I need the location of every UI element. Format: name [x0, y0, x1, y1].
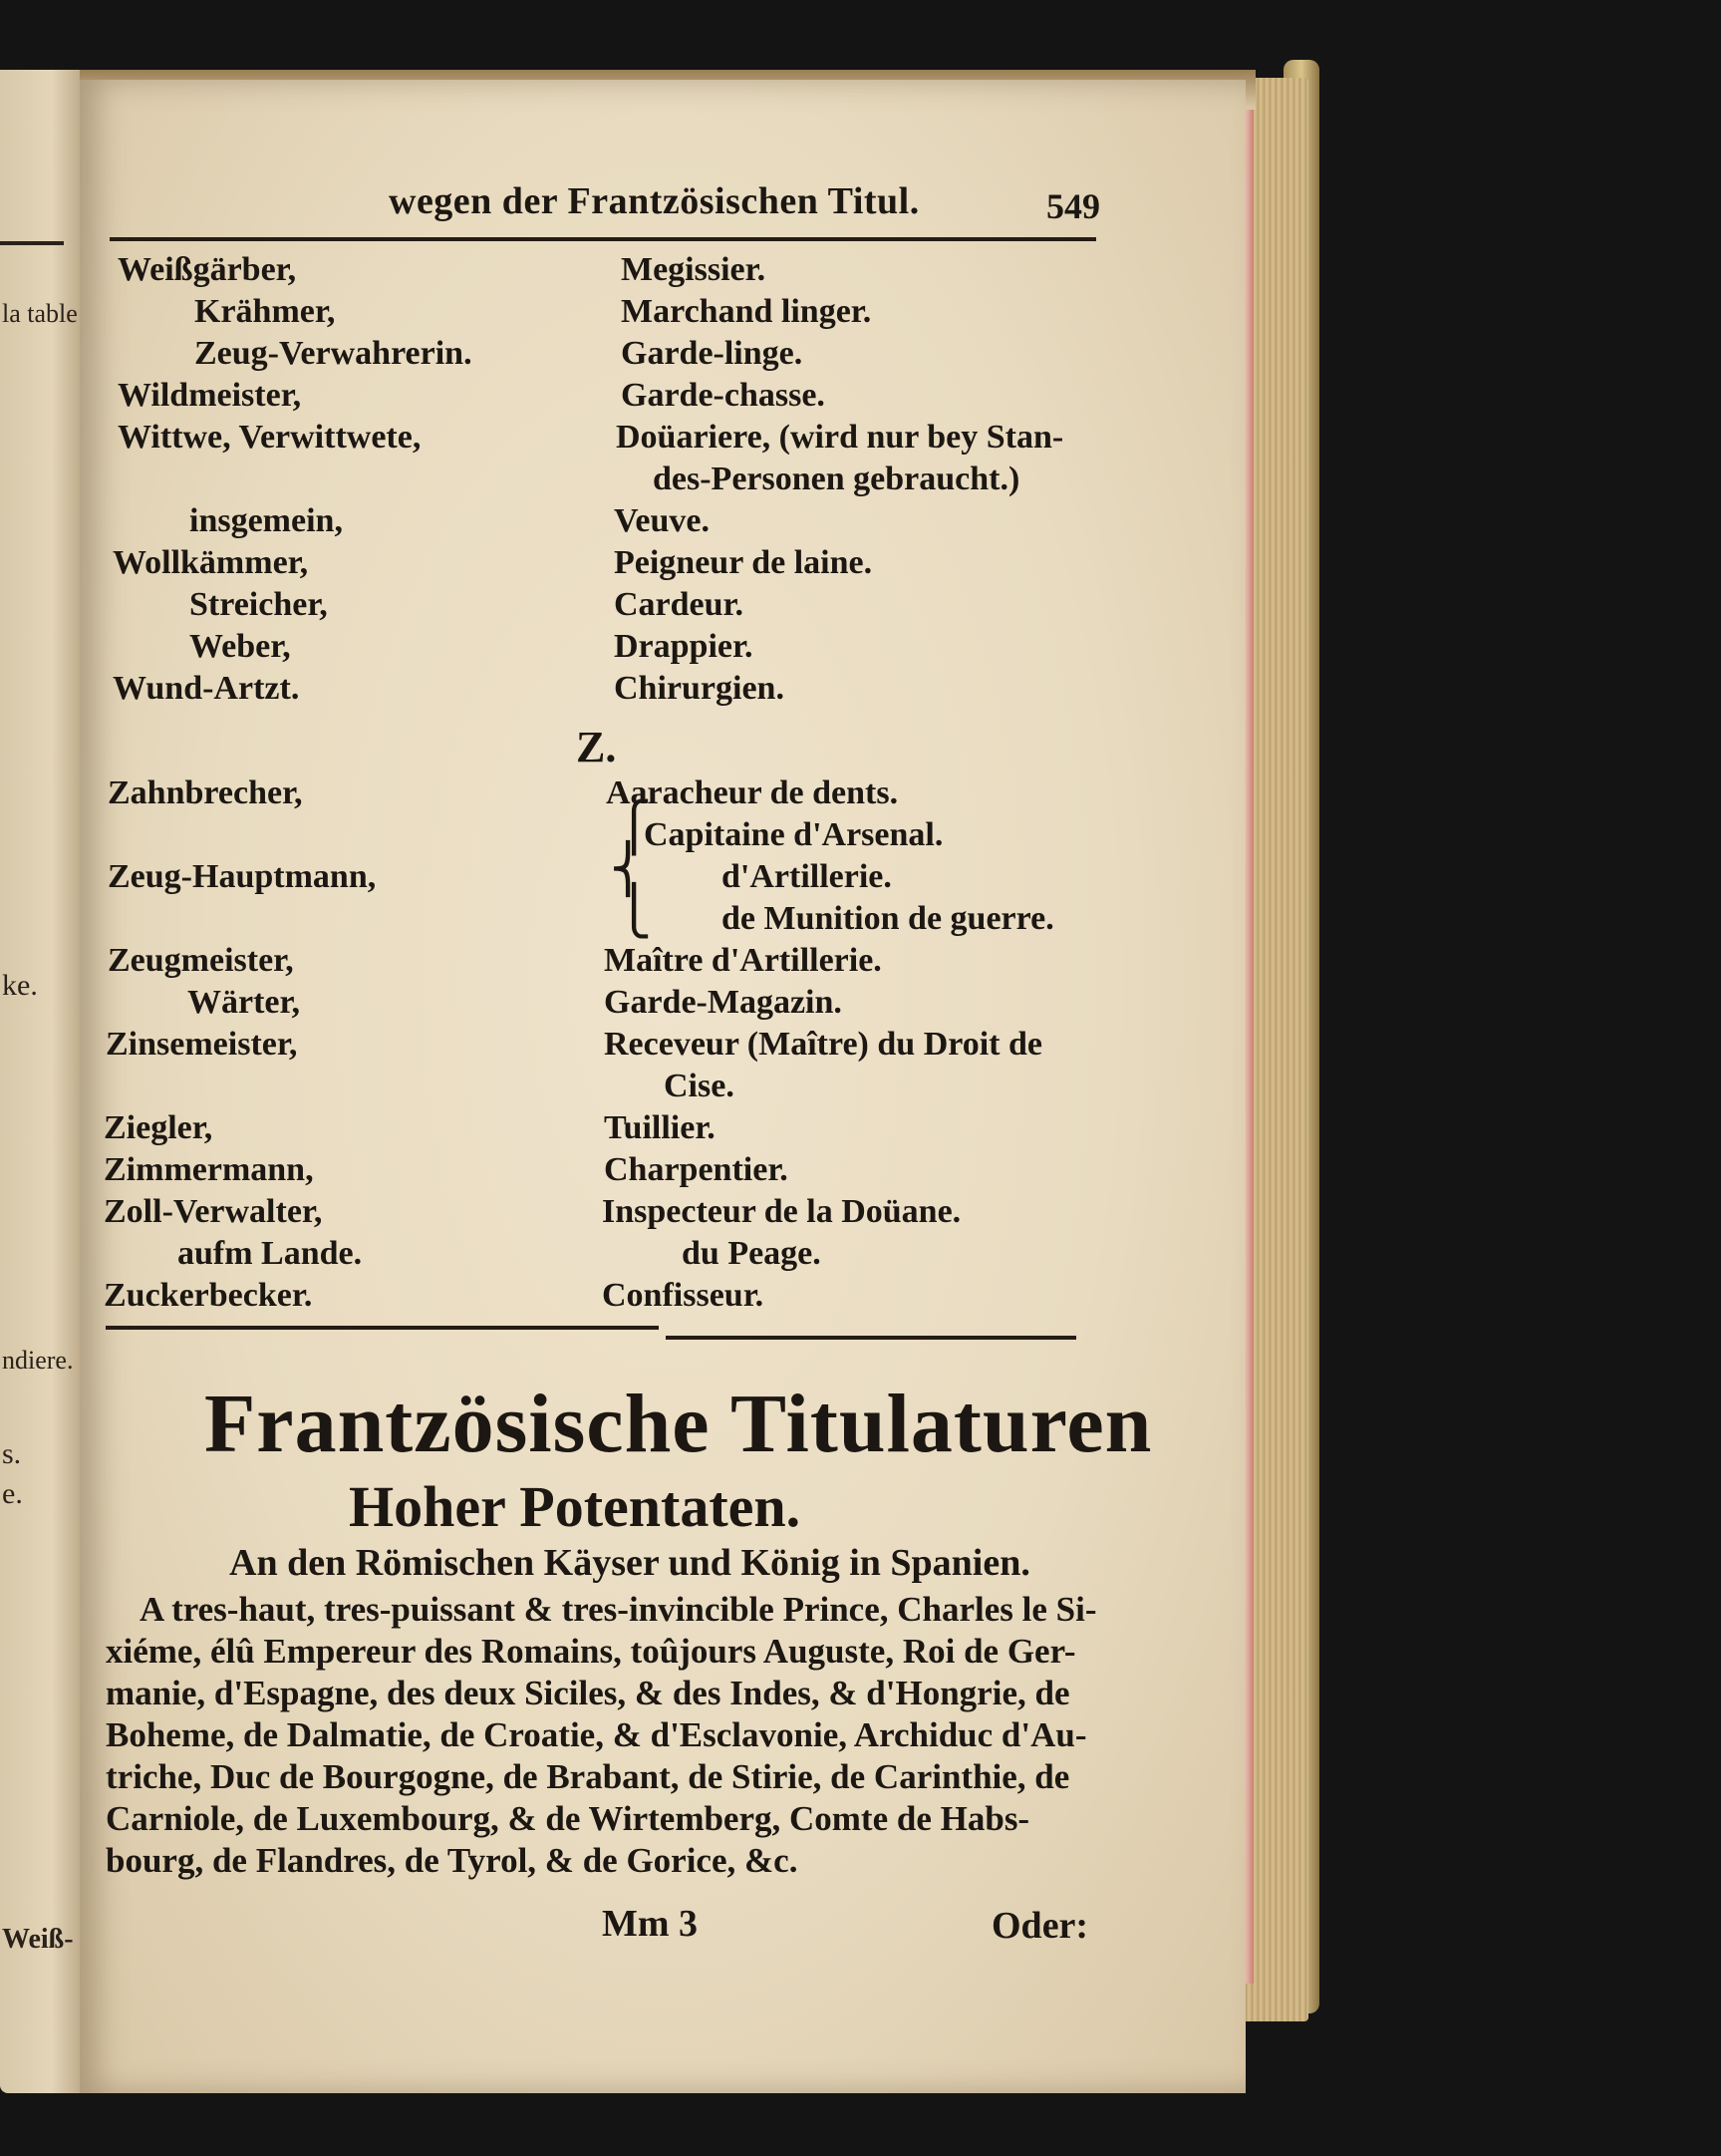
french-term: Megissier.: [621, 251, 766, 288]
brace-middle: ⎨: [610, 843, 646, 896]
french-term: Garde-Magazin.: [604, 984, 842, 1021]
body-line: xiéme, élû Empereur des Romains, toûjours Auguste, Roi de Ger-: [106, 1632, 1076, 1671]
french-term: Garde-linge.: [621, 335, 803, 372]
french-term: Confisseur.: [602, 1277, 764, 1314]
section-subtitle: Hoher Potentaten.: [349, 1474, 801, 1539]
french-term: d'Artillerie.: [721, 858, 892, 895]
german-term: Wildmeister,: [118, 377, 302, 414]
french-term: Aaracheur de dents.: [606, 774, 899, 811]
french-term: Peigneur de laine.: [614, 544, 873, 581]
french-term: Garde-chasse.: [621, 377, 825, 414]
french-term: Cise.: [664, 1068, 734, 1104]
body-line: manie, d'Espagne, des deux Siciles, & des Indes, & d'Hongrie, de: [106, 1674, 1070, 1712]
section-letter: Z.: [576, 723, 617, 771]
french-term: Veuve.: [614, 502, 711, 539]
french-term: Doüariere, (wird nur bey Stan-: [616, 419, 1064, 456]
french-term: Charpentier.: [604, 1151, 788, 1188]
french-term: de Munition de guerre.: [721, 900, 1054, 937]
french-term: Drappier.: [614, 628, 753, 665]
catchword: Oder:: [992, 1905, 1089, 1947]
german-term: Ziegler,: [104, 1109, 213, 1146]
brace-bottom: ⎩: [616, 885, 652, 938]
french-term: Maître d'Artillerie.: [604, 942, 882, 979]
french-term: Receveur (Maître) du Droit de: [604, 1026, 1042, 1063]
french-term: Chirurgien.: [614, 670, 784, 707]
section-title: Frantzösische Titulaturen: [204, 1378, 1153, 1470]
french-term: Cardeur.: [614, 586, 744, 623]
body-line: bourg, de Flandres, de Tyrol, & de Gorice, &c.: [106, 1841, 798, 1880]
header-rule: [110, 237, 1096, 241]
facing-page: [0, 70, 86, 2093]
german-term: Zuckerbecker.: [104, 1277, 313, 1314]
german-term: aufm Lande.: [177, 1235, 363, 1272]
body-line: A tres-haut, tres-puissant & tres-invincible Prince, Charles le Si-: [140, 1590, 1097, 1629]
signature-mark: Mm 3: [602, 1903, 699, 1945]
german-term: Krähmer,: [194, 293, 336, 330]
french-term: Capitaine d'Arsenal.: [644, 816, 944, 853]
german-term: Wittwe, Verwittwete,: [118, 419, 422, 456]
german-term: Weber,: [189, 628, 291, 665]
german-term: Zeug-Hauptmann,: [108, 858, 377, 895]
german-term: Zoll-Verwalter,: [104, 1193, 323, 1230]
german-term: Zimmermann,: [104, 1151, 314, 1188]
margin-fragment: s.: [2, 1437, 22, 1470]
margin-fragment: Weiß-: [2, 1924, 74, 1955]
german-term: Zeug-Verwahrerin.: [194, 335, 472, 372]
german-term: Zahnbrecher,: [108, 774, 303, 811]
brace-top: ⎧: [616, 801, 652, 854]
german-term: Wund-Artzt.: [113, 670, 300, 707]
french-term: Tuillier.: [604, 1109, 716, 1146]
french-term: Inspecteur de la Doüane.: [602, 1193, 962, 1230]
body-line: triche, Duc de Bourgogne, de Brabant, de Stirie, de Carinthie, de: [106, 1757, 1070, 1796]
margin-fragment: la table: [2, 299, 78, 328]
facing-page-rule: [0, 241, 64, 245]
section-rule-left: [106, 1326, 659, 1330]
french-term: Marchand linger.: [621, 293, 872, 330]
margin-fragment: ke.: [2, 969, 38, 1002]
german-term: Zeugmeister,: [108, 942, 294, 979]
german-term: Weißgärber,: [118, 251, 297, 288]
section-rule-right: [666, 1336, 1076, 1340]
german-term: Streicher,: [189, 586, 328, 623]
french-term: des-Personen gebraucht.): [653, 461, 1020, 497]
german-term: Wollkämmer,: [113, 544, 309, 581]
french-term: du Peage.: [682, 1235, 821, 1272]
german-term: insgemein,: [189, 502, 343, 539]
body-line: Boheme, de Dalmatie, de Croatie, & d'Esclavonie, Archiduc d'Au-: [106, 1715, 1087, 1754]
german-term: Zinsemeister,: [106, 1026, 298, 1063]
page-number: 549: [1046, 186, 1100, 226]
address-heading: An den Römischen Käyser und König in Spanien.: [229, 1542, 1030, 1584]
margin-fragment: e.: [2, 1477, 23, 1510]
running-title: wegen der Frantzösischen Titul.: [389, 180, 920, 222]
german-term: Wärter,: [187, 984, 300, 1021]
body-line: Carniole, de Luxembourg, & de Wirtemberg, Comte de Habs-: [106, 1799, 1030, 1838]
margin-fragment: ndiere.: [2, 1346, 74, 1375]
